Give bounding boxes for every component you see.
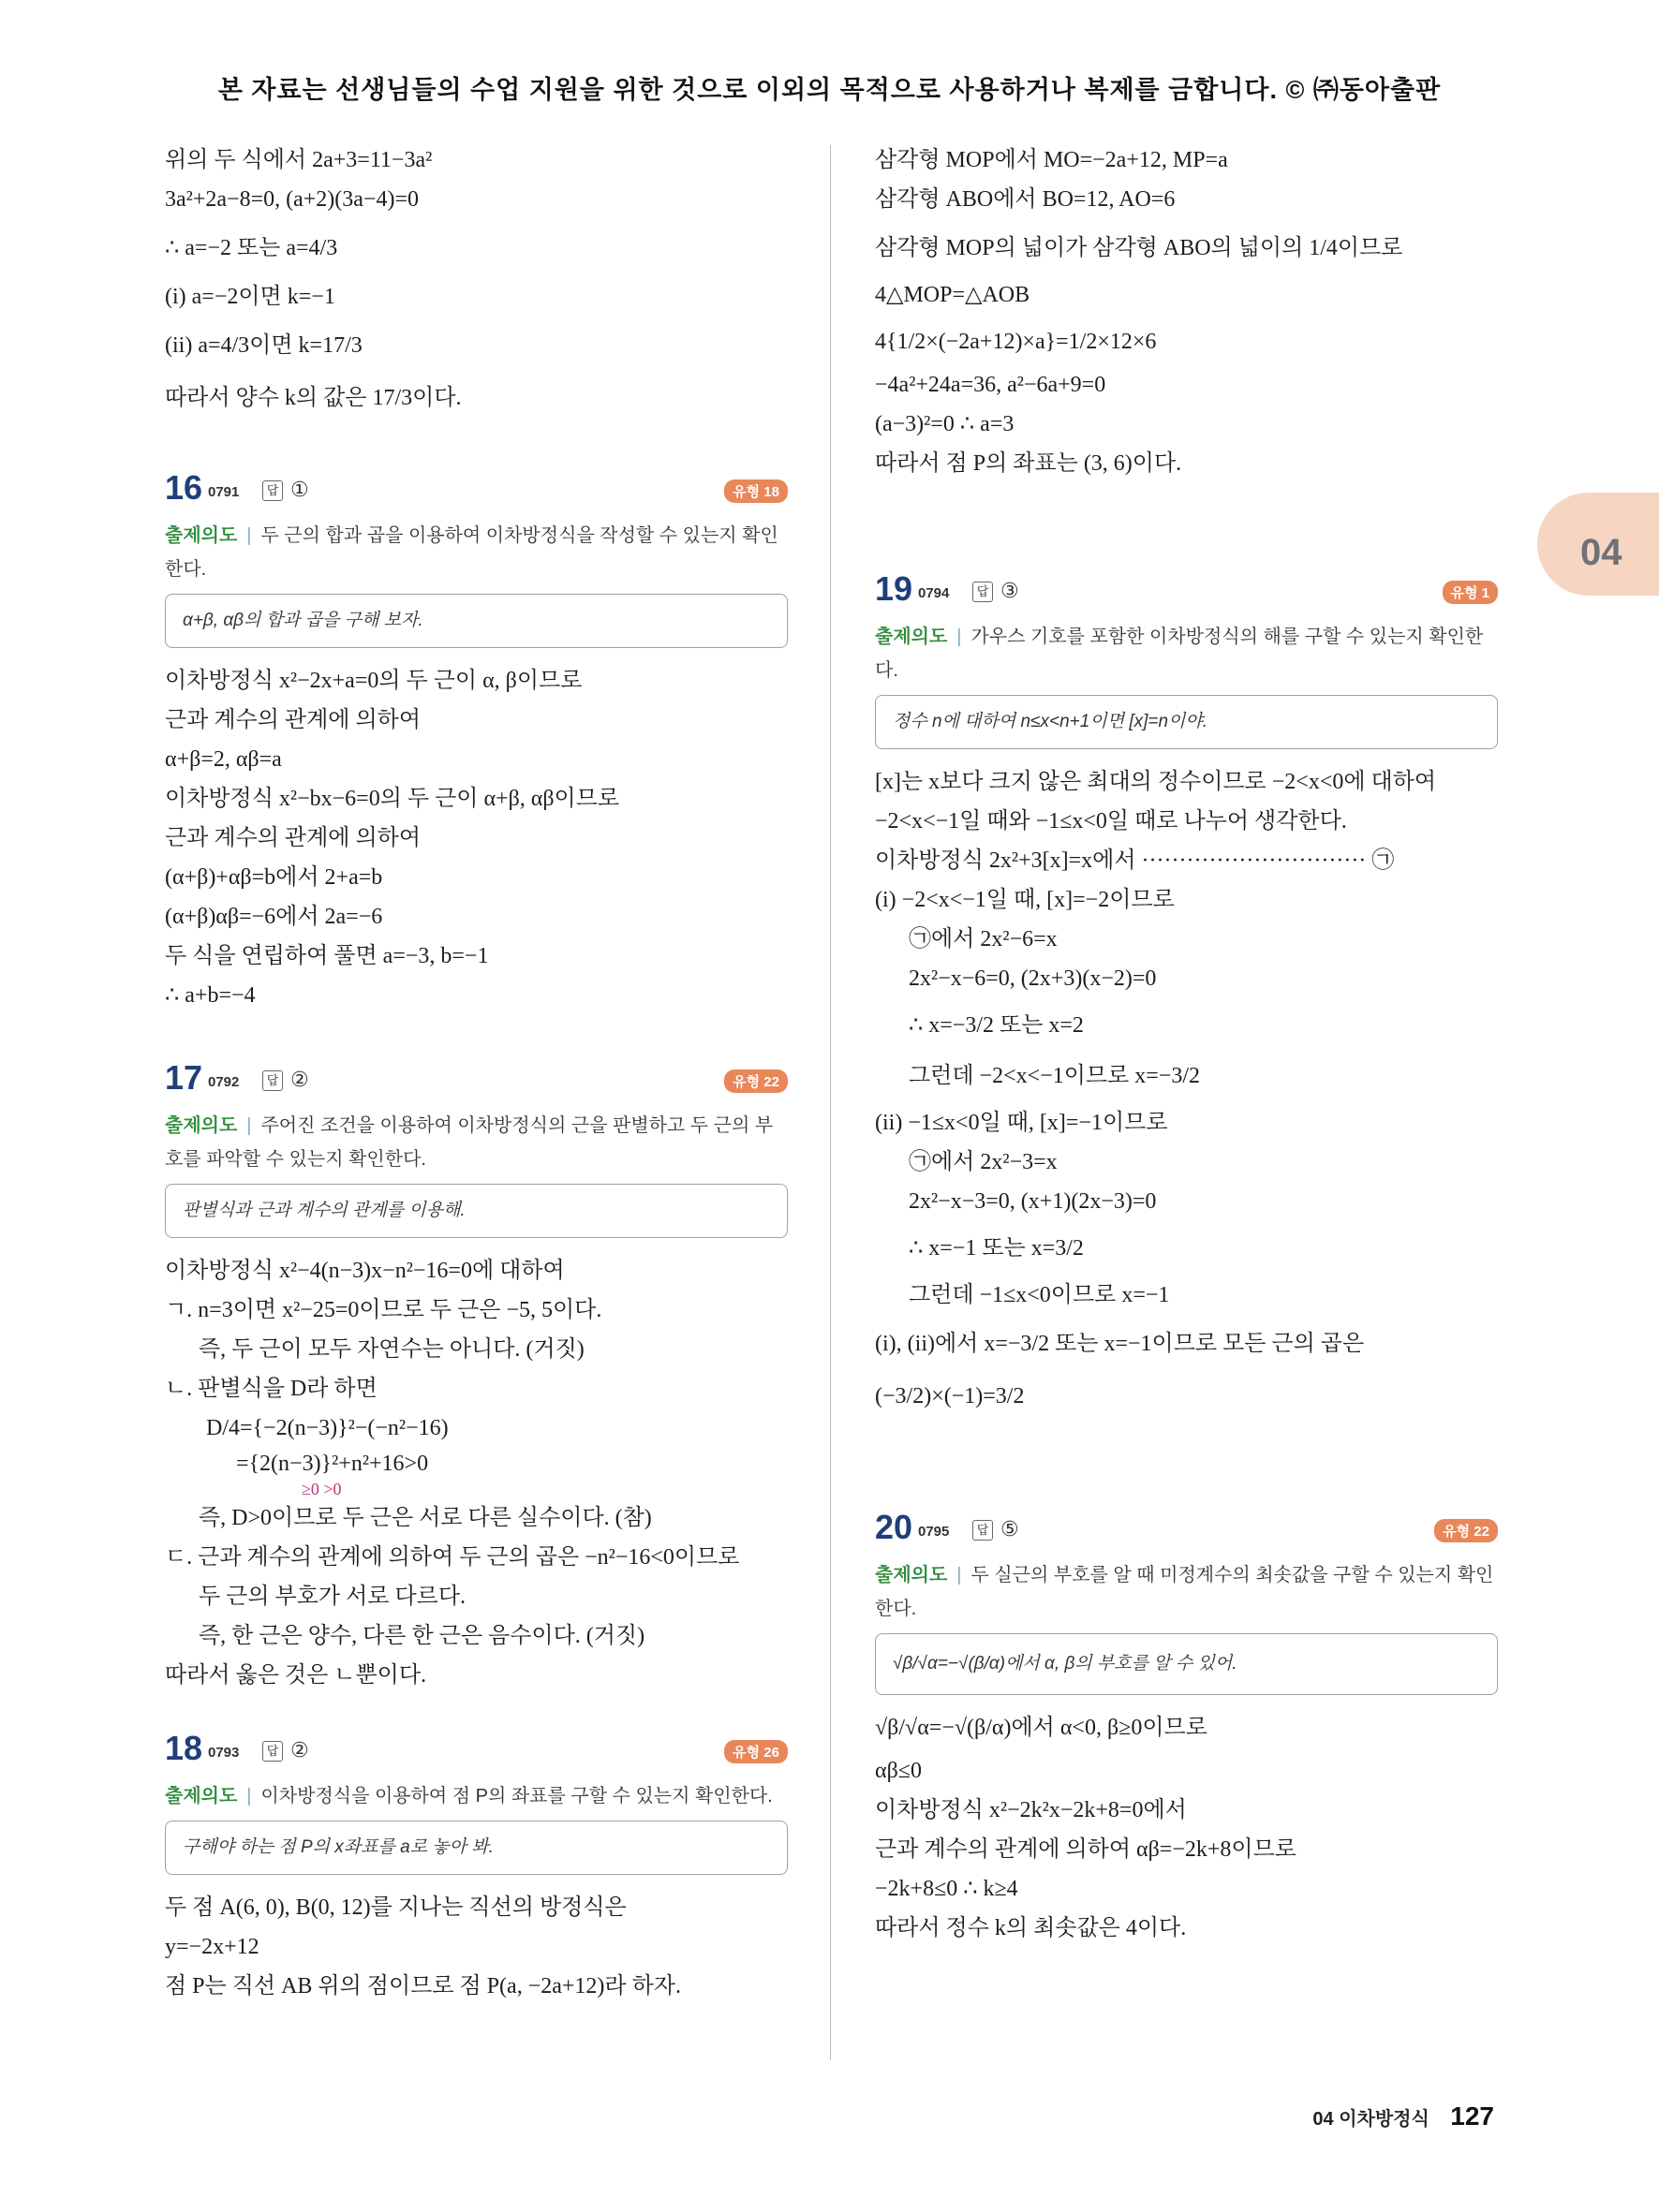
solution-line: 점 P는 직선 AB 위의 점이므로 점 P(a, −2a+12)라 하자.	[165, 1974, 681, 1998]
type-tag: 유형 22	[1434, 1519, 1498, 1542]
solution-line: 근과 계수의 관계에 의하여	[165, 826, 422, 850]
problem-number: 18	[165, 1729, 203, 1767]
purpose-text: 두 근의 합과 곱을 이용하여 이차방정식을 작성할 수 있는지 확인한다.	[165, 525, 778, 580]
solution-line: 즉, 한 근은 양수, 다른 한 근은 음수이다. (거짓)	[199, 1624, 645, 1648]
solution-line: 두 식을 연립하여 풀면 a=−3, b=−1	[165, 944, 489, 968]
solution-line: D/4={−2(n−3)}²−(−n²−16)	[206, 1416, 449, 1440]
answer-label-icon: 답	[262, 1741, 283, 1762]
solution-line: 삼각형 ABO에서 BO=12, AO=6	[875, 187, 1176, 212]
problem-header	[165, 466, 788, 519]
type-tag: 유형 26	[724, 1740, 788, 1763]
purpose-label: 출제의도	[165, 1786, 238, 1806]
solution-line: ={2(n−3)}²+n²+16>0	[236, 1452, 429, 1476]
solution-line: 그런데 −2<x<−1이므로 x=−3/2	[909, 1064, 1200, 1088]
solution-line: 즉, 두 근이 모두 자연수는 아니다. (거짓)	[199, 1337, 585, 1362]
type-tag: 유형 22	[724, 1069, 788, 1093]
solution-line: 이차방정식 x²−bx−6=0의 두 근이 α+β, αβ이므로	[165, 787, 620, 811]
solution-line: 그런데 −1≤x<0이므로 x=−1	[909, 1283, 1170, 1307]
hint-box: α+β, αβ의 합과 곱을 구해 보자.	[165, 594, 788, 648]
solution-line: −4a²+24a=36, a²−6a+9=0	[875, 373, 1106, 397]
solution-line: 따라서 옳은 것은 ㄴ뿐이다.	[165, 1663, 427, 1688]
answer	[972, 579, 1019, 603]
hint-box: √β/√α=−√(β/α)에서 α, β의 부호를 알 수 있어.	[875, 1633, 1498, 1695]
solution-line: ∴ a=−2 또는 a=4/3	[165, 236, 338, 260]
purpose: 출제의도 | 주어진 조건을 이용하여 이차방정식의 근을 판별하고 두 근의 부호를 파악할 수 있는지 확인한다.	[165, 1115, 774, 1170]
hint-box: 구해야 하는 점 P의 x좌표를 a로 놓아 봐.	[165, 1821, 788, 1875]
problem-number: 17	[165, 1058, 203, 1097]
solution-line: 2x²−x−6=0, (2x+3)(x−2)=0	[909, 966, 1157, 991]
purpose: 출제의도 | 두 실근의 부호를 알 때 미정계수의 최솟값을 구할 수 있는지 확인한다.	[875, 1565, 1494, 1619]
solution-line: 따라서 양수 k의 값은 17/3이다.	[165, 386, 462, 410]
chapter-tab-label: 04	[1580, 532, 1622, 573]
underbrace-note: ≥0 >0	[302, 1480, 342, 1498]
answer-label-icon: 답	[262, 480, 283, 501]
solution-line: 이차방정식 x²−2x+a=0의 두 근이 α, β이므로	[165, 669, 583, 693]
problem-code: 0793	[208, 1745, 240, 1761]
purpose: 출제의도 | 두 근의 합과 곱을 이용하여 이차방정식을 작성할 수 있는지 확인한다.	[165, 525, 778, 580]
solution-line: 4{1/2×(−2a+12)×a}=1/2×12×6	[875, 330, 1157, 354]
solution-line: 따라서 점 P의 좌표는 (3, 6)이다.	[875, 451, 1182, 476]
problem-16	[165, 466, 788, 1015]
purpose-text: 가우스 기호를 포함한 이차방정식의 해를 구할 수 있는지 확인한다.	[875, 627, 1484, 681]
solution-line: 이차방정식 x²−4(n−3)x−n²−16=0에 대하여	[165, 1259, 565, 1283]
purpose-label: 출제의도	[165, 525, 238, 546]
solution-line: ㉠에서 2x²−3=x	[909, 1150, 1058, 1174]
solution-line: (i) −2<x<−1일 때, [x]=−2이므로	[875, 888, 1175, 912]
page-number: 127	[1450, 2101, 1494, 2131]
solution-line: [x]는 x보다 크지 않은 최대의 정수이므로 −2<x<0에 대하여	[875, 770, 1437, 794]
solution-line: 즉, D>0이므로 두 근은 서로 다른 실수이다. (참)	[199, 1506, 652, 1530]
solution-line: ㄷ. 근과 계수의 관계에 의하여 두 근의 곱은 −n²−16<0이므로	[165, 1545, 740, 1570]
problem-code: 0792	[208, 1074, 240, 1090]
solution-line: (i) a=−2이면 k=−1	[165, 285, 335, 309]
purpose-text: 주어진 조건을 이용하여 이차방정식의 근을 판별하고 두 근의 부호를 파악할 수 있는지 확인한다.	[165, 1115, 774, 1170]
solution-line: 위의 두 식에서 2a+3=11−3a²	[165, 148, 433, 172]
solution-line: (ii) −1≤x<0일 때, [x]=−1이므로	[875, 1111, 1168, 1135]
footer-chapter: 04 이차방정식	[1312, 2109, 1429, 2130]
left-column	[165, 140, 788, 2006]
solution-line: y=−2x+12	[165, 1935, 259, 1959]
solution-line: ㄱ. n=3이면 x²−25=0이므로 두 근은 −5, 5이다.	[165, 1298, 602, 1322]
prev-solution-end	[165, 140, 788, 418]
chapter-tab	[1537, 493, 1659, 596]
problem-20	[875, 1506, 1498, 1948]
answer-label-icon: 답	[262, 1070, 283, 1091]
solution-line: (i), (ii)에서 x=−3/2 또는 x=−1이므로 모든 근의 곱은	[875, 1332, 1365, 1356]
answer	[262, 1068, 309, 1092]
answer	[972, 1517, 1019, 1541]
answer-label-icon: 답	[972, 1520, 993, 1541]
solution-line: (ii) a=4/3이면 k=17/3	[165, 333, 363, 358]
solution-line: 근과 계수의 관계에 의하여 αβ=−2k+8이므로	[875, 1837, 1296, 1862]
solution-line: (−3/2)×(−1)=3/2	[875, 1384, 1025, 1408]
solution-line: √β/√α=−√(β/α)에서 α<0, β≥0이므로	[875, 1716, 1207, 1740]
hint-box: 판별식과 근과 계수의 관계를 이용해.	[165, 1184, 788, 1238]
answer-value: ②	[290, 1068, 309, 1091]
type-tag: 유형 1	[1443, 581, 1499, 604]
column-divider	[830, 145, 831, 2060]
solution-line: ∴ a+b=−4	[165, 983, 256, 1008]
answer-value: ②	[290, 1738, 309, 1762]
problem-number: 20	[875, 1508, 913, 1546]
problem-number: 19	[875, 569, 913, 608]
copyright-notice: 본 자료는 선생님들의 수업 지원을 위한 것으로 이외의 목적으로 사용하거나 복제를 금합니다. © ㈜동아출판	[217, 76, 1442, 104]
answer-value: ⑤	[1000, 1517, 1019, 1541]
solution-line: α+β=2, αβ=a	[165, 747, 282, 772]
solution-line: αβ≤0	[875, 1759, 922, 1783]
solution-line: ㉠에서 2x²−6=x	[909, 927, 1058, 951]
solution-line: −2<x<−1일 때와 −1≤x<0일 때로 나누어 생각한다.	[875, 809, 1347, 833]
solution-line: 근과 계수의 관계에 의하여	[165, 708, 422, 732]
purpose-text: 이차방정식을 이용하여 점 P의 좌표를 구할 수 있는지 확인한다.	[260, 1786, 773, 1806]
purpose-label: 출제의도	[875, 627, 948, 647]
right-column	[875, 140, 1498, 1948]
problem-header	[165, 1727, 788, 1779]
problem-19	[875, 568, 1498, 1416]
answer	[262, 478, 309, 502]
solution-line: 따라서 정수 k의 최솟값은 4이다.	[875, 1916, 1187, 1940]
purpose-label: 출제의도	[165, 1115, 238, 1136]
problem-code: 0794	[918, 585, 950, 601]
problem-header	[875, 1506, 1498, 1558]
problem-number: 16	[165, 468, 203, 507]
problem-header	[875, 568, 1498, 620]
purpose-text: 두 실근의 부호를 알 때 미정계수의 최솟값을 구할 수 있는지 확인한다.	[875, 1565, 1494, 1619]
answer-value: ①	[290, 478, 309, 501]
solution-line: ∴ x=−1 또는 x=3/2	[909, 1236, 1084, 1261]
answer	[262, 1738, 309, 1762]
solution-line: 두 점 A(6, 0), B(0, 12)를 지나는 직선의 방정식은	[165, 1895, 627, 1920]
solution-line: (α+β)+αβ=b에서 2+a=b	[165, 865, 383, 890]
solution-line: −2k+8≤0 ∴ k≥4	[875, 1877, 1018, 1901]
solution-line: ㄴ. 판별식을 D라 하면	[165, 1377, 378, 1401]
type-tag: 유형 18	[724, 479, 788, 503]
purpose: 출제의도 | 이차방정식을 이용하여 점 P의 좌표를 구할 수 있는지 확인한다.	[165, 1786, 773, 1806]
solution-line: 이차방정식 x²−2k²x−2k+8=0에서	[875, 1798, 1187, 1822]
solution-line: 3a²+2a−8=0, (a+2)(3a−4)=0	[165, 187, 419, 212]
answer-value: ③	[1000, 579, 1019, 602]
problem-code: 0791	[208, 484, 240, 500]
purpose: 출제의도 | 가우스 기호를 포함한 이차방정식의 해를 구할 수 있는지 확인한다.	[875, 627, 1484, 681]
hint-box: 정수 n에 대하여 n≤x<n+1이면 [x]=n이야.	[875, 695, 1498, 749]
solution-line: (a−3)²=0 ∴ a=3	[875, 412, 1015, 436]
solution-line: 2x²−x−3=0, (x+1)(2x−3)=0	[909, 1189, 1157, 1214]
problem-18	[165, 1727, 788, 2006]
solution-line: 삼각형 MOP의 넓이가 삼각형 ABO의 넓이의 1/4이므로	[875, 236, 1403, 260]
problem-18-continued	[875, 140, 1498, 483]
purpose-label: 출제의도	[875, 1565, 948, 1585]
problem-header	[165, 1056, 788, 1109]
page-footer	[1312, 2101, 1494, 2131]
solution-line: ∴ x=−3/2 또는 x=2	[909, 1013, 1084, 1038]
solution-line: 두 근의 부호가 서로 다르다.	[199, 1585, 467, 1609]
answer-label-icon: 답	[972, 582, 993, 602]
solution-line: (α+β)αβ=−6에서 2a=−6	[165, 905, 383, 929]
problem-17	[165, 1056, 788, 1695]
solution-line: 4△MOP=△AOB	[875, 283, 1030, 307]
problem-code: 0795	[918, 1524, 950, 1540]
solution-line: 삼각형 MOP에서 MO=−2a+12, MP=a	[875, 148, 1228, 172]
solution-line: 이차방정식 2x²+3[x]=x에서 ······························ ㉠	[875, 848, 1395, 873]
